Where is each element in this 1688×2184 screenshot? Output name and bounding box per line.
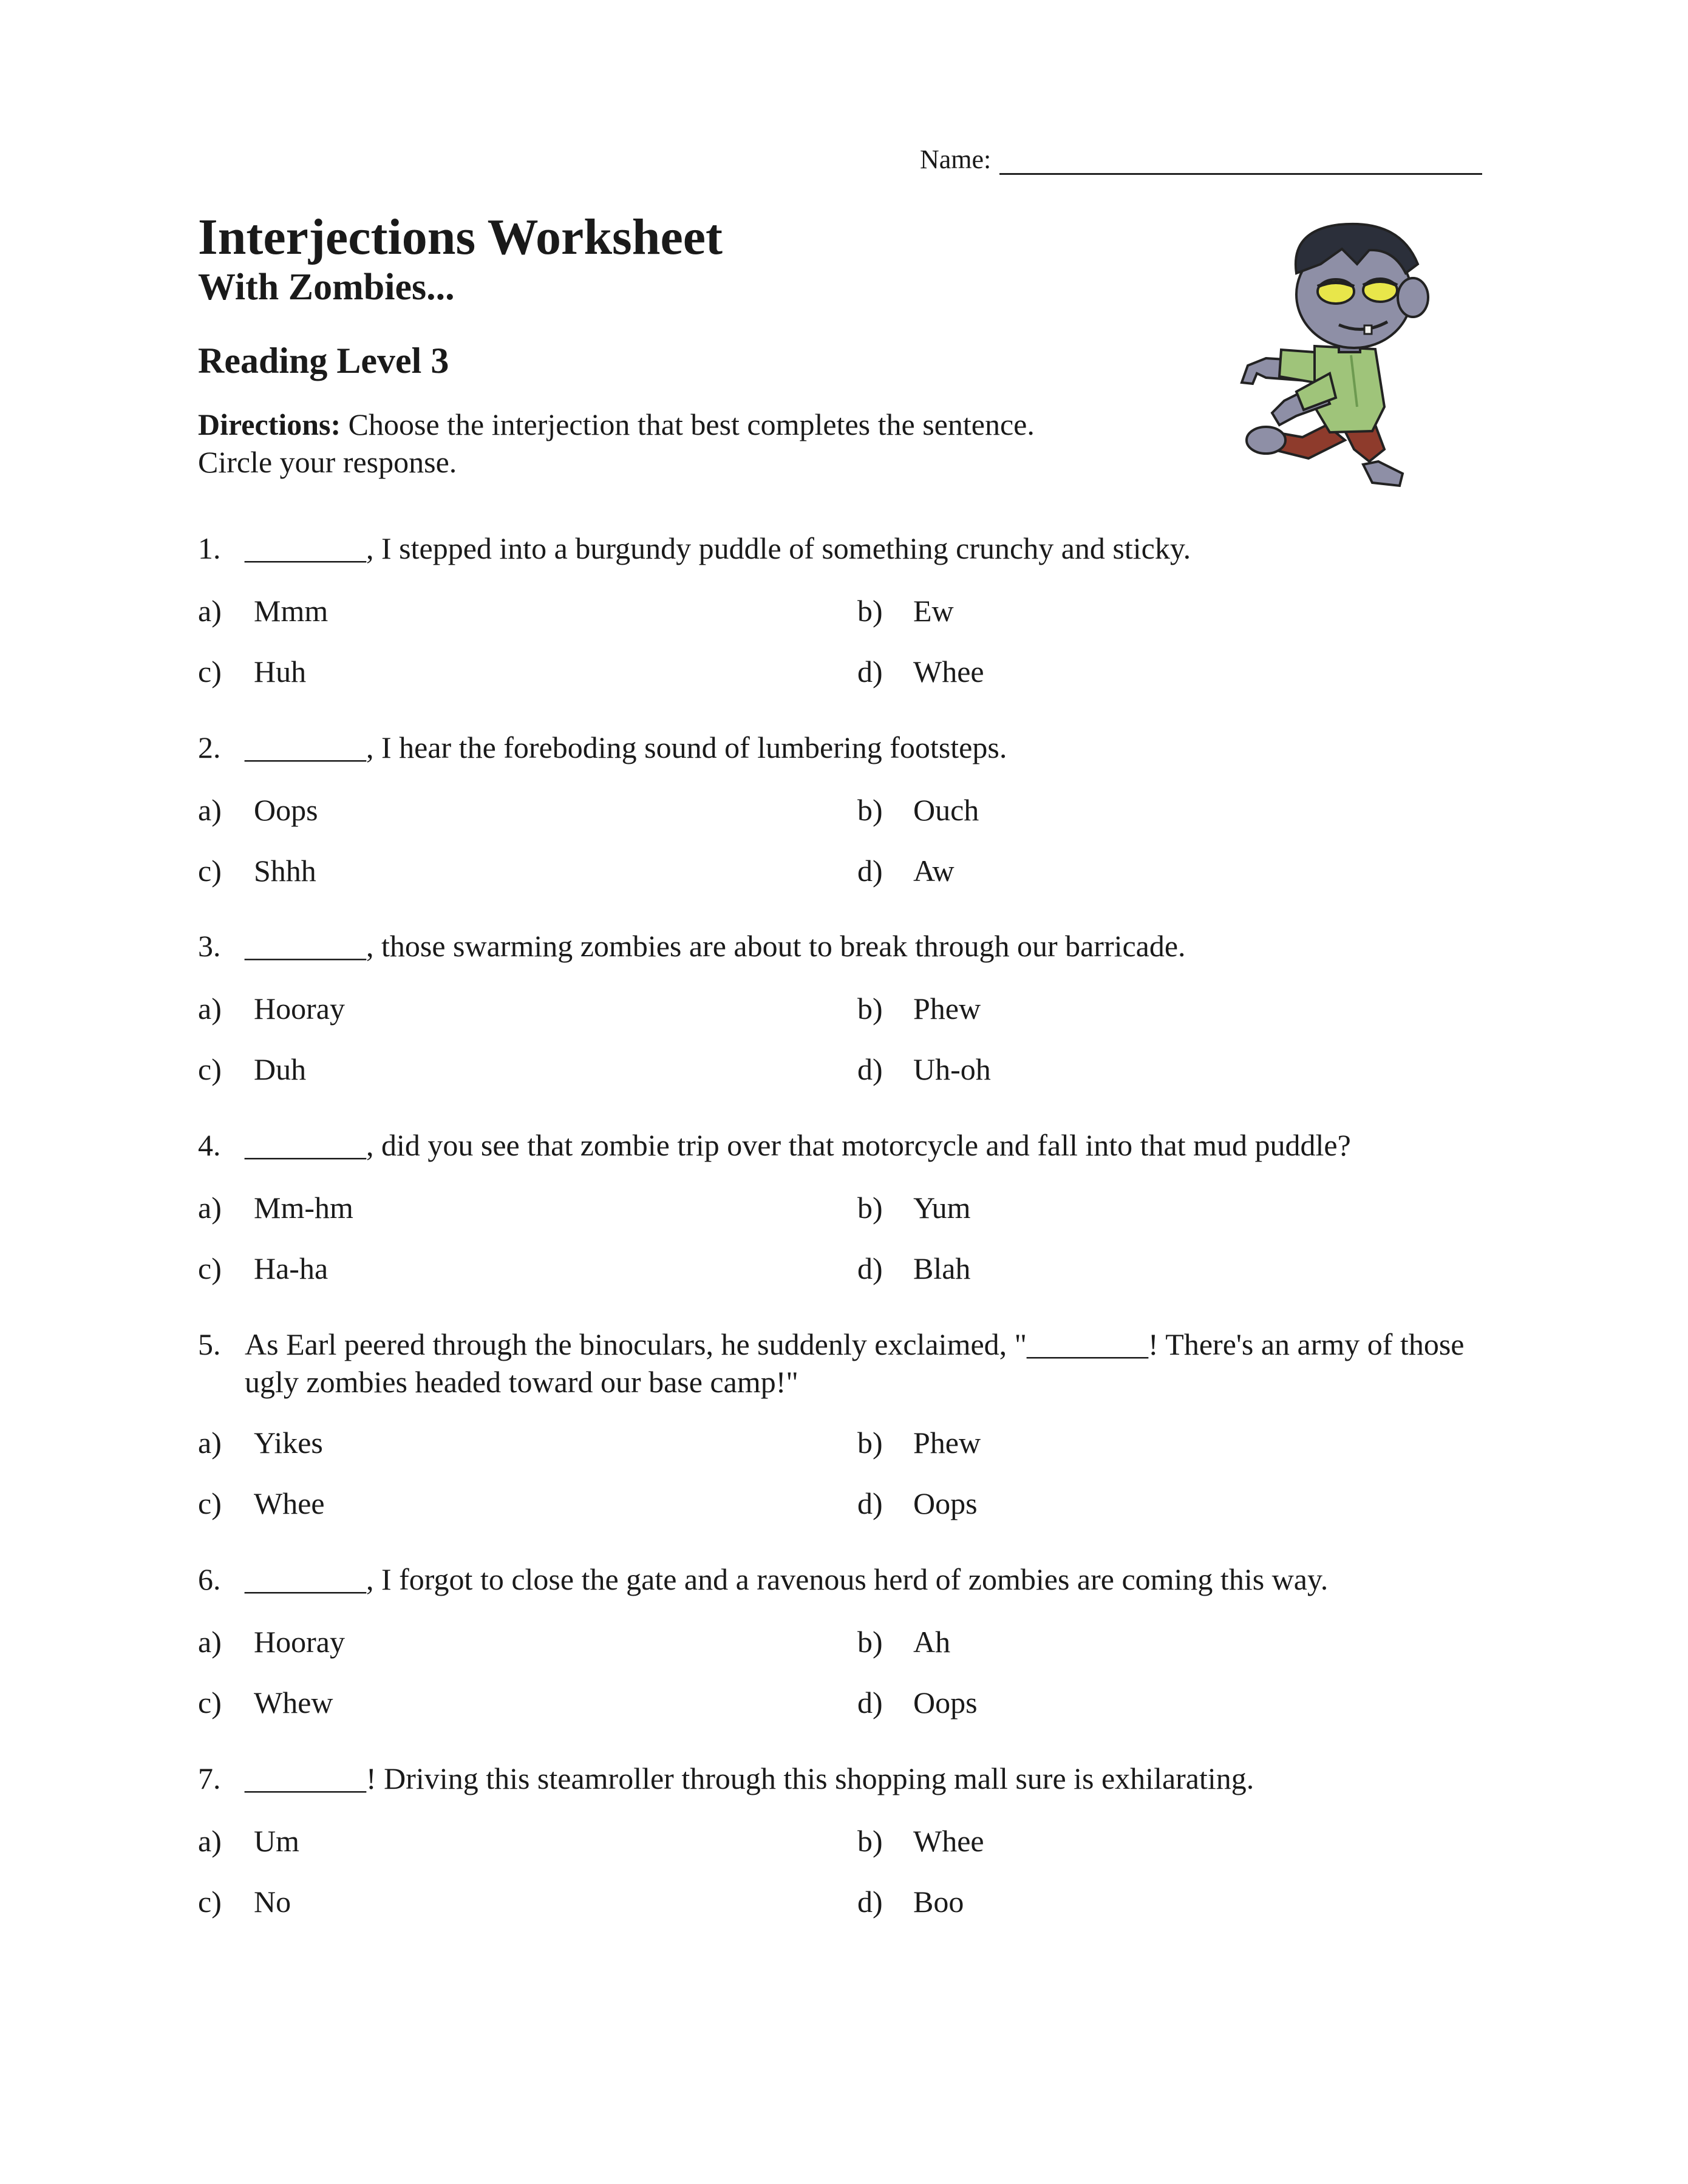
option-2d[interactable]: d) Aw [857,854,955,888]
question-number: 5. [198,1327,221,1361]
option-6b[interactable]: b) Ah [857,1625,951,1659]
question-number: 4. [198,1128,221,1162]
question-text: ________, I hear the foreboding sound of lumbering footsteps. [245,730,1007,764]
option-1b[interactable]: b) Ew [857,594,954,628]
option-5a[interactable]: a) Yikes [198,1426,323,1460]
question-3 [198,927,1503,965]
option-2c[interactable]: c) Shhh [198,854,316,888]
question-6 [198,1560,1503,1598]
question-number: 2. [198,730,221,764]
worksheet-subtitle: With Zombies... [198,267,455,308]
question-number: 1. [198,531,221,565]
question-text: ________, did you see that zombie trip over that motorcycle and fall into that mud puddle? [245,1128,1351,1162]
option-6d[interactable]: d) Oops [857,1686,978,1720]
question-4 [198,1126,1503,1164]
option-3b[interactable]: b) Phew [857,992,981,1026]
option-4d[interactable]: d) Blah [857,1251,971,1285]
option-7b[interactable]: b) Whee [857,1824,984,1858]
directions-text-2: Circle your response. [198,445,457,479]
question-5 [198,1325,1503,1401]
question-text: ________, I forgot to close the gate and a ravenous herd of zombies are coming this way. [245,1562,1329,1596]
option-7d[interactable]: d) Boo [857,1885,964,1919]
option-2b[interactable]: b) Ouch [857,793,979,827]
question-number: 3. [198,929,221,963]
zombie-illustration [1223,206,1454,492]
name-underline[interactable] [999,143,1482,175]
question-7 [198,1760,1503,1797]
directions [198,406,1321,481]
question-text: ________! Driving this steamroller through this shopping mall sure is exhilarating. [245,1761,1254,1795]
option-1c[interactable]: c) Huh [198,655,307,689]
option-5c[interactable]: c) Whee [198,1486,325,1520]
option-6a[interactable]: a) Hooray [198,1625,345,1659]
option-7a[interactable]: a) Um [198,1824,299,1858]
option-5b[interactable]: b) Phew [857,1426,981,1460]
question-1 [198,529,1503,567]
option-4a[interactable]: a) Mm-hm [198,1191,353,1225]
question-text: ________, those swarming zombies are about to break through our barricade. [245,929,1186,963]
option-1a[interactable]: a) Mmm [198,594,328,628]
option-1d[interactable]: d) Whee [857,655,984,689]
reading-level: Reading Level 3 [198,341,449,381]
option-2a[interactable]: a) Oops [198,793,318,827]
directions-text: Choose the interjection that best completes the sentence. [341,407,1035,441]
option-3c[interactable]: c) Duh [198,1052,307,1086]
name-field[interactable] [920,143,1482,175]
option-4b[interactable]: b) Yum [857,1191,971,1225]
question-text: ________, I stepped into a burgundy puddle of something crunchy and sticky. [245,531,1191,565]
option-6c[interactable]: c) Whew [198,1686,333,1720]
question-number: 7. [198,1761,221,1795]
directions-label: Directions: [198,407,341,441]
question-2 [198,729,1503,766]
question-number: 6. [198,1562,221,1596]
worksheet-title: Interjections Worksheet [198,209,723,265]
name-label: Name: [920,145,992,174]
option-5d[interactable]: d) Oops [857,1486,978,1520]
question-text: As Earl peered through the binoculars, he suddenly exclaimed, "________! There's an army of those ugly zombies headed toward our base camp!" [245,1327,1465,1399]
option-4c[interactable]: c) Ha-ha [198,1251,328,1285]
option-3a[interactable]: a) Hooray [198,992,345,1026]
option-7c[interactable]: c) No [198,1885,291,1919]
option-3d[interactable]: d) Uh-oh [857,1052,991,1086]
